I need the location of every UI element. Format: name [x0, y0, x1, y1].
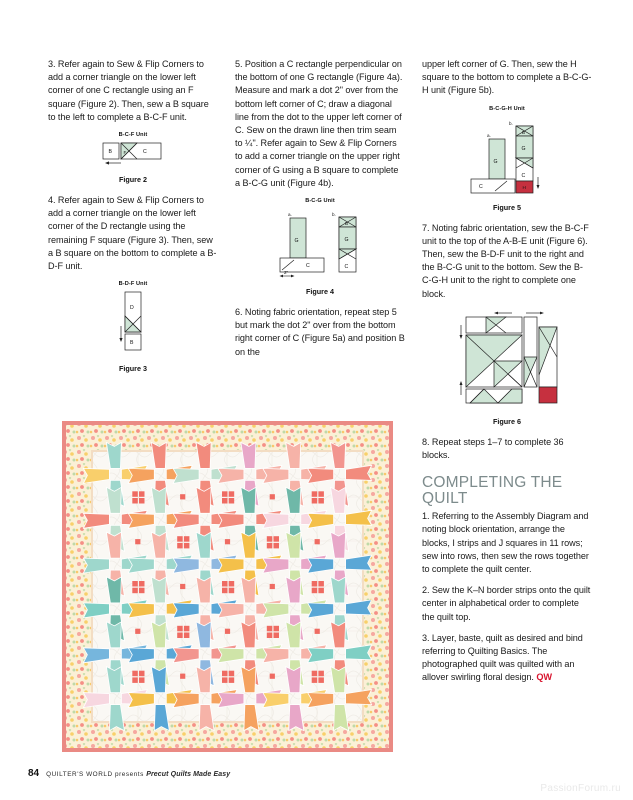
column-3 — [422, 58, 592, 693]
footer-title: Precut Quilts Made Easy — [146, 771, 231, 778]
svg-text:G: G — [344, 237, 349, 244]
svg-text:b.: b. — [509, 120, 513, 126]
figure-4-diagram — [272, 207, 368, 284]
figure-2-diagram — [97, 141, 169, 172]
svg-text:C: C — [479, 183, 483, 190]
svg-text:B: B — [130, 340, 134, 347]
svg-text:C: C — [521, 172, 526, 179]
step-6-paragraph: 6. Noting fabric orientation, repeat step 5 but mark the dot 2" over from the bottom right corner of C (Figure 5a) and position B on the — [235, 307, 405, 357]
figure-6 — [422, 309, 592, 426]
site-watermark: PassionForum.ru — [540, 783, 621, 794]
page-number: 84 — [28, 768, 40, 779]
svg-text:b.: b. — [332, 212, 336, 218]
section-heading-completing-the-quilt: COMPLETING THE QUILT — [422, 474, 563, 507]
figure-4-caption: Figure 4 — [306, 287, 334, 297]
figure-5-diagram — [457, 115, 557, 200]
step-6-continued-paragraph: upper left corner of G. Then, sew the H square to the bottom to complete a B-C-G-H unit (Figure 5b). — [422, 59, 592, 96]
figure-4 — [235, 198, 405, 296]
svg-text:2": 2" — [284, 270, 289, 276]
footer-prefix: QUILTER'S WORLD presents — [46, 771, 144, 778]
svg-text:G: G — [294, 238, 299, 245]
quilt-photo-svg — [62, 421, 393, 752]
figure-3-caption: Figure 3 — [119, 364, 147, 374]
figure-3-diagram — [107, 290, 159, 361]
step-4-paragraph: 4. Refer again to Sew & Flip Corners to add a corner triangle on the lower left corner of the D rectangle using the remaining F square (Figure 3). Then, sew a B square on the bottom to complete a B-D-F unit. — [48, 195, 217, 272]
figure-2-unit-title: B-C-F Unit — [118, 132, 148, 139]
figure-3 — [48, 281, 218, 373]
svg-text:a.: a. — [487, 132, 491, 138]
quilt-step-1-paragraph: 1. Referring to the Assembly Diagram and noting block orientation, arrange the blocks, I strips and J squares in 11 rows; sew into rows, then sew the rows together to complete the quilt center. — [422, 511, 589, 575]
quilt-step-3-text: 3. Layer, baste, quilt as desired and bind referring to Quilting Basics. The photographed quilt was quilted with an allover swirling floral design. — [422, 632, 583, 683]
svg-text:a.: a. — [288, 212, 292, 218]
svg-text:D: D — [130, 305, 134, 312]
qw-logo-mark: QW — [536, 672, 553, 683]
figure-5 — [422, 106, 592, 212]
figure-5-unit-title: B-C-G-H Unit — [489, 105, 525, 112]
figure-2-caption: Figure 2 — [119, 175, 147, 185]
svg-text:F: F — [123, 150, 127, 156]
svg-text:B: B — [345, 221, 349, 227]
footer-text — [46, 771, 230, 778]
figure-6-diagram — [452, 309, 562, 414]
svg-text:B: B — [108, 149, 112, 156]
step-5-paragraph: 5. Position a C rectangle perpendicular on the bottom of one G rectangle (Figure 4a). Measure and mark a dot 2" over from the bottom left corner of C; draw a diagonal line from the dot to the upper left corner of C. Sew on the drawn line then trim seam to ¼". Refer again to Sew & Flip Corners to add a corner triangle on the upper right corner of G using a B square to complete a B-C-G unit (Figure 4b). — [235, 59, 403, 188]
quilt-step-2-paragraph: 2. Sew the K–N border strips onto the quilt center in alphabetical order to complete the quilt top. — [422, 585, 591, 622]
svg-text:H: H — [522, 184, 526, 190]
figure-5-caption: Figure 5 — [493, 202, 521, 212]
svg-text:B: B — [522, 129, 526, 135]
svg-text:C: C — [306, 263, 310, 270]
figure-4-unit-title: B-C-G Unit — [305, 198, 335, 205]
svg-text:G: G — [521, 145, 526, 152]
step-3-paragraph: 3. Refer again to Sew & Flip Corners to add a corner triangle on the lower left corner of one C rectangle using an F square (Figure 2). Then, sew a B square to the left to complete a B-C-F unit. — [48, 59, 209, 122]
svg-text:C: C — [344, 264, 349, 271]
page-footer — [28, 768, 230, 779]
figure-6-caption: Figure 6 — [493, 416, 521, 426]
step-7-paragraph: 7. Noting fabric orientation, sew the B-C-F unit to the top of the A-B-E unit (Figure 6). Then, sew the B-D-F unit to the right and the B-C-G unit to the bottom. Sew the B-C-G-H unit to the right to complete one block. — [422, 222, 589, 299]
svg-text:G: G — [493, 158, 498, 165]
svg-text:C: C — [143, 149, 147, 156]
figure-3-unit-title: B-D-F Unit — [118, 281, 148, 288]
step-8-paragraph: 8. Repeat steps 1–7 to complete 36 blocks. — [422, 436, 564, 461]
finished-quilt-photograph — [62, 421, 393, 752]
quilt-step-3-paragraph — [422, 632, 592, 685]
figure-2 — [48, 132, 218, 184]
